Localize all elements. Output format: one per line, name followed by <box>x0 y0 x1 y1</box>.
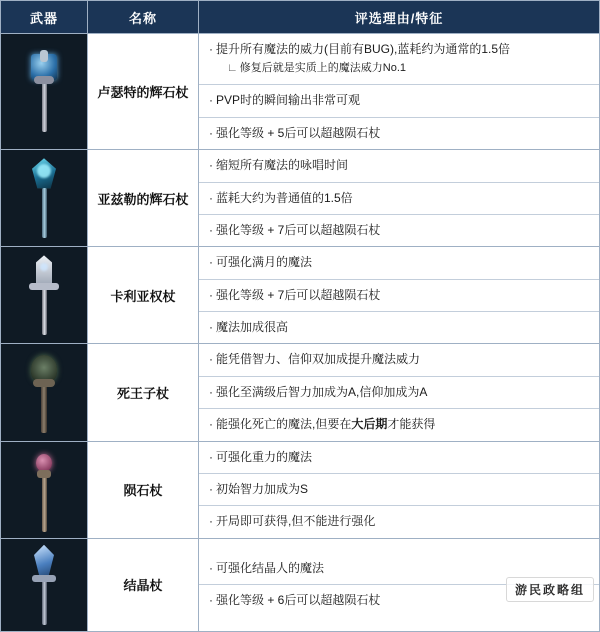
corner-hook-icon: ∟ <box>227 62 238 75</box>
feature-item: · 强化等级 + 5后可以超越陨石杖 <box>199 118 599 149</box>
bullet-icon: · <box>209 514 213 529</box>
bullet-icon: · <box>209 320 213 335</box>
column-header-name: 名称 <box>88 1 199 34</box>
feature-item: · 可强化结晶人的魔法 <box>199 553 599 585</box>
meteorite-staff-icon <box>7 446 81 534</box>
prince-of-death-staff-icon <box>7 349 81 437</box>
weapon-features <box>199 247 600 344</box>
feature-item: · 强化等级 + 7后可以超越陨石杖 <box>199 280 599 312</box>
bullet-icon: · <box>209 560 213 575</box>
lusat-glintstone-staff-icon <box>7 48 81 136</box>
table-row <box>1 441 600 538</box>
bullet-icon: · <box>209 93 213 108</box>
feature-item: · 强化至满级后智力加成为A,信仰加成为A <box>199 377 599 409</box>
table-row <box>1 34 600 150</box>
carian-regal-scepter-icon <box>7 251 81 339</box>
weapon-image-cell <box>1 538 88 631</box>
bullet-icon: · <box>209 417 213 432</box>
bullet-icon: · <box>209 287 213 302</box>
bullet-icon: · <box>209 125 213 140</box>
feature-item: · 初始智力加成为S <box>199 474 599 506</box>
bullet-icon: · <box>209 449 213 464</box>
weapon-features <box>199 441 600 538</box>
bullet-icon: · <box>209 255 213 270</box>
table-row <box>1 344 600 441</box>
feature-item: · 能强化死亡的魔法,但要在大后期才能获得 <box>199 409 599 440</box>
feature-item: · 提升所有魔法的威力(目前有BUG),蓝耗约为通常的1.5倍 ∟ 修复后就是实质上的魔法威力No.1 <box>199 34 599 85</box>
table-header <box>1 1 600 34</box>
feature-item: · 可强化重力的魔法 <box>199 442 599 474</box>
weapon-image-cell <box>1 34 88 150</box>
watermark: 游民政略组 <box>506 577 594 602</box>
weapon-features <box>199 150 600 247</box>
bullet-icon: · <box>209 384 213 399</box>
weapon-image-cell <box>1 344 88 441</box>
bullet-icon: · <box>209 593 213 608</box>
feature-item: · 能凭借智力、信仰双加成提升魔法威力 <box>199 344 599 376</box>
feature-item: · 魔法加成很高 <box>199 312 599 343</box>
header-row <box>1 1 600 34</box>
weapon-name: 死王子杖 <box>88 344 199 441</box>
bullet-icon: · <box>209 42 213 56</box>
weapon-image-cell <box>1 441 88 538</box>
weapon-name: 亚兹勒的辉石杖 <box>88 150 199 247</box>
table-row <box>1 150 600 247</box>
weapon-image-cell <box>1 247 88 344</box>
bullet-icon: · <box>209 482 213 497</box>
weapon-name: 结晶杖 <box>88 538 199 631</box>
feature-subnote: ∟ 修复后就是实质上的魔法威力No.1 <box>227 62 407 75</box>
weapon-name: 卢瑟特的辉石杖 <box>88 34 199 150</box>
bullet-icon: · <box>209 352 213 367</box>
feature-item: · 蓝耗大约为普通值的1.5倍 <box>199 183 599 215</box>
feature-item: · 缩短所有魔法的咏唱时间 <box>199 150 599 182</box>
bullet-icon: · <box>209 222 213 237</box>
crystal-staff-icon <box>7 541 81 629</box>
feature-item: · 强化等级 + 7后可以超越陨石杖 <box>199 215 599 246</box>
feature-item: · 强化等级 + 6后可以超越陨石杖 <box>199 585 599 616</box>
column-header-weapon: 武器 <box>1 1 88 34</box>
feature-item: · 开局即可获得,但不能进行强化 <box>199 506 599 537</box>
azur-glintstone-staff-icon <box>7 154 81 242</box>
bullet-icon: · <box>209 158 213 173</box>
weapon-name: 陨石杖 <box>88 441 199 538</box>
feature-item: · PVP时的瞬间输出非常可观 <box>199 85 599 117</box>
weapon-features <box>199 344 600 441</box>
column-header-reason: 评选理由/特征 <box>199 1 600 34</box>
table-body <box>1 34 600 632</box>
weapon-image-cell <box>1 150 88 247</box>
feature-item: · 可强化满月的魔法 <box>199 247 599 279</box>
table-row <box>1 247 600 344</box>
weapon-name: 卡利亚权杖 <box>88 247 199 344</box>
bullet-icon: · <box>209 190 213 205</box>
weapon-features <box>199 34 600 150</box>
